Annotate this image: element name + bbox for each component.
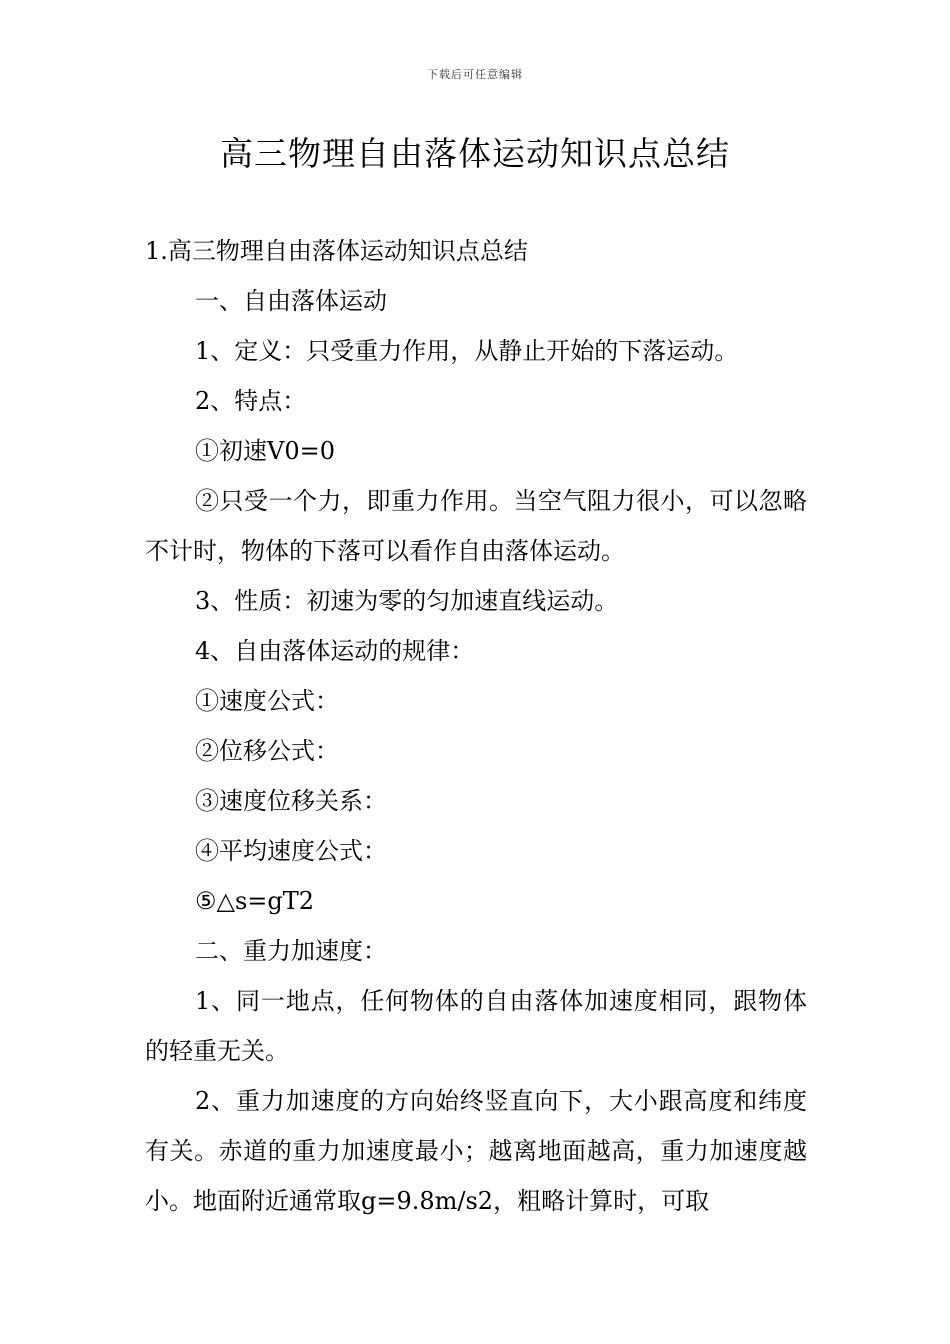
paragraph: ⑤△s=gT2 bbox=[195, 887, 315, 915]
paragraph: ②位移公式： bbox=[195, 737, 339, 765]
document-title: 高三物理自由落体运动知识点总结 bbox=[220, 134, 730, 173]
paragraph: 3、性质：初速为零的匀加速直线运动。 bbox=[195, 587, 619, 615]
paragraph: ③速度位移关系： bbox=[195, 787, 387, 815]
paragraph: ①初速V0=0 bbox=[195, 437, 335, 465]
paragraph: ④平均速度公式： bbox=[195, 837, 387, 865]
paragraph: ①速度公式： bbox=[195, 687, 339, 715]
paragraph: ②只受一个力，即重力作用。当空气阻力很小，可以忽略不计时，物体的下落可以看作自由落体运动。 bbox=[145, 487, 807, 565]
paragraph: 2、重力加速度的方向始终竖直向下，大小跟高度和纬度有关。赤道的重力加速度最小；越离地面越高，重力加速度越小。地面附近通常取g=9.8m/s2，粗略计算时，可取 bbox=[145, 1087, 807, 1215]
paragraph: 4、自由落体运动的规律： bbox=[195, 637, 475, 665]
paragraph: 1、同一地点，任何物体的自由落体加速度相同，跟物体的轻重无关。 bbox=[145, 987, 807, 1065]
header-note: 下载后可任意编辑 bbox=[427, 68, 523, 81]
paragraph: 2、特点： bbox=[195, 387, 307, 415]
subsection-heading: 二、重力加速度： bbox=[195, 937, 387, 965]
subsection-heading: 一、自由落体运动 bbox=[195, 287, 387, 315]
document-body bbox=[145, 226, 807, 1226]
section-heading: 1.高三物理自由落体运动知识点总结 bbox=[145, 237, 528, 265]
paragraph: 1、定义：只受重力作用，从静止开始的下落运动。 bbox=[195, 337, 739, 365]
